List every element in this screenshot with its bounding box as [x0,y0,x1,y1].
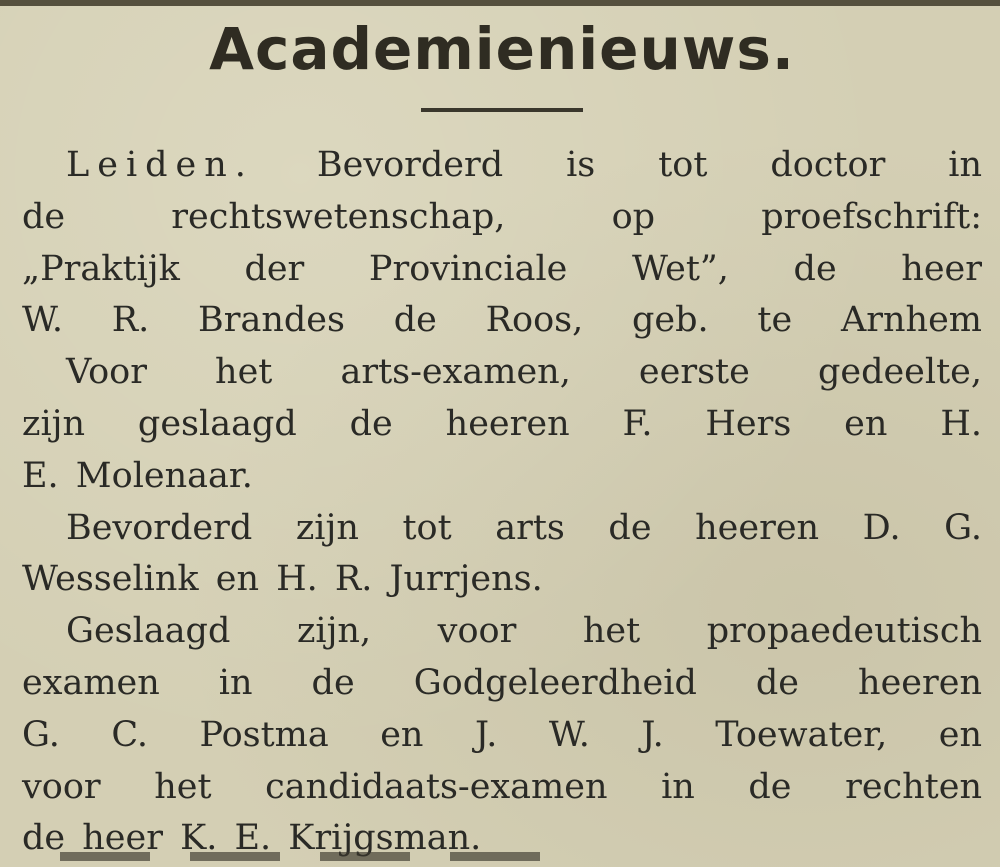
article-line: de heer K. E. Krijgsman. [22,818,482,859]
article-line: W. R. Brandes de Roos, geb. te Arnhem [22,300,982,341]
article-line: Geslaagd zijn, voor het propaedeutisch [66,611,982,652]
article-line: Wesselink en H. R. Jurrjens. [22,559,543,600]
article-body [22,140,982,865]
article-line: Voor het arts-examen, eerste gedeelte, [66,352,982,393]
article-line: E. Molenaar. [22,455,253,496]
article-line [22,140,982,192]
article-headline: Academienieuws. [209,15,795,83]
article-line: de rechtswetenschap, op proefschrift: [22,196,982,237]
article-line: Bevorderd zijn tot arts de heeren D. G. [66,507,982,548]
article-line: examen in de Godgeleerdheid de heeren [22,662,982,703]
news-article [22,8,982,865]
place-name: Leiden. [66,145,254,185]
line-text: Bevorderd is tot doctor in [253,145,982,185]
article-line: „Praktijk der Provinciale Wet”, de heer [22,248,982,289]
ink-fragment [190,852,280,867]
article-line: zijn geslaagd de heeren F. Hers en H. [22,403,982,444]
top-rule [0,0,1000,6]
ink-fragment [450,852,540,867]
cut-off-next-line [60,852,960,867]
headline-divider [421,108,583,112]
article-line: G. C. Postma en J. W. J. Toewater, en [22,714,982,755]
article-line: voor het candidaats-examen in de rechten [22,766,982,807]
ink-fragment [60,852,150,867]
ink-fragment [320,852,410,867]
